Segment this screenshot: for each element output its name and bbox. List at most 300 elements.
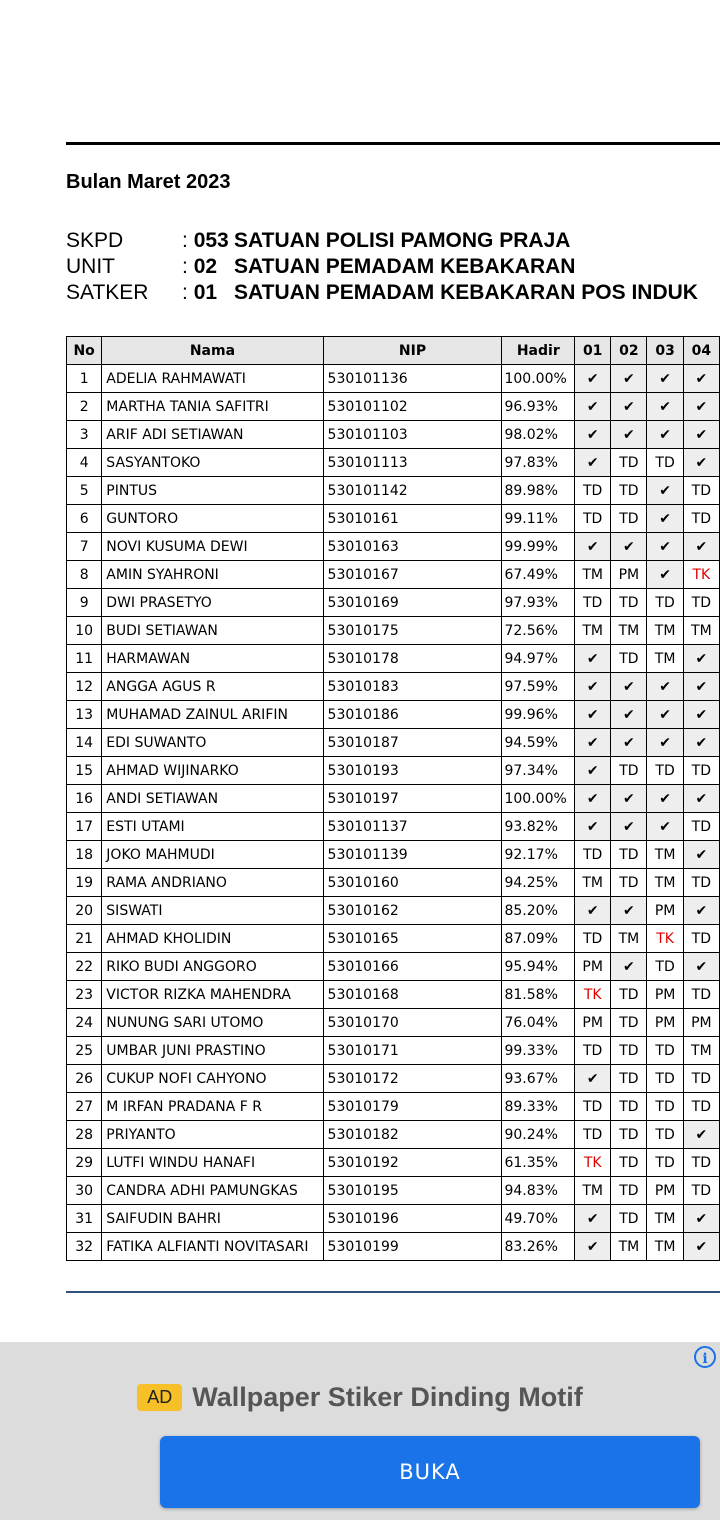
cell-nip: 53010192 xyxy=(323,1149,502,1177)
cell-day: TD xyxy=(611,757,647,785)
cell-hadir: 94.25% xyxy=(502,869,575,897)
cell-hadir: 99.11% xyxy=(502,505,575,533)
table-row xyxy=(67,1205,720,1233)
cell-nama: RAMA ANDRIANO xyxy=(102,869,323,897)
header-nama: Nama xyxy=(102,337,323,365)
info-code: : 01 xyxy=(182,281,218,304)
header-nip: NIP xyxy=(323,337,502,365)
cell-day: ✔ xyxy=(611,421,647,449)
cell-no: 7 xyxy=(67,533,102,561)
cell-day: PM xyxy=(683,1009,719,1037)
table-row xyxy=(67,1065,720,1093)
cell-hadir: 97.83% xyxy=(502,449,575,477)
cell-day: ✔ xyxy=(575,449,611,477)
cell-day: TM xyxy=(575,869,611,897)
cell-hadir: 99.99% xyxy=(502,533,575,561)
cell-nama: M IRFAN PRADANA F R xyxy=(102,1093,323,1121)
cell-hadir: 96.93% xyxy=(502,393,575,421)
ad-title-row xyxy=(0,1382,720,1413)
cell-day: TD xyxy=(575,477,611,505)
cell-nip: 530101136 xyxy=(323,365,502,393)
table-row xyxy=(67,561,720,589)
cell-day: ✔ xyxy=(683,1205,719,1233)
cell-day: ✔ xyxy=(575,701,611,729)
cell-nip: 53010160 xyxy=(323,869,502,897)
cell-day: TM xyxy=(611,1233,647,1261)
cell-day: PM xyxy=(611,561,647,589)
cell-day: ✔ xyxy=(575,645,611,673)
cell-no: 5 xyxy=(67,477,102,505)
cell-no: 13 xyxy=(67,701,102,729)
table-row xyxy=(67,813,720,841)
cell-no: 21 xyxy=(67,925,102,953)
cell-no: 12 xyxy=(67,673,102,701)
cell-nama: EDI SUWANTO xyxy=(102,729,323,757)
cell-nip: 530101102 xyxy=(323,393,502,421)
cell-day: PM xyxy=(647,981,683,1009)
cell-hadir: 97.34% xyxy=(502,757,575,785)
header-day: 02 xyxy=(611,337,647,365)
cell-day: TM xyxy=(647,617,683,645)
cell-day: ✔ xyxy=(647,561,683,589)
cell-no: 3 xyxy=(67,421,102,449)
cell-day: TD xyxy=(647,449,683,477)
cell-nip: 53010175 xyxy=(323,617,502,645)
cell-nip: 530101142 xyxy=(323,477,502,505)
cell-day: ✔ xyxy=(611,365,647,393)
cell-day: ✔ xyxy=(575,365,611,393)
cell-day: ✔ xyxy=(611,533,647,561)
cell-hadir: 93.67% xyxy=(502,1065,575,1093)
cell-day: ✔ xyxy=(575,421,611,449)
cell-day: TM xyxy=(647,841,683,869)
cell-hadir: 89.98% xyxy=(502,477,575,505)
cell-day: TD xyxy=(611,1177,647,1205)
cell-nama: ADELIA RAHMAWATI xyxy=(102,365,323,393)
table-row xyxy=(67,393,720,421)
cell-nama: SISWATI xyxy=(102,897,323,925)
cell-day: ✔ xyxy=(647,813,683,841)
cell-day: TD xyxy=(647,1065,683,1093)
attendance-table-viewport[interactable] xyxy=(66,336,720,1255)
cell-hadir: 94.83% xyxy=(502,1177,575,1205)
cell-day: PM xyxy=(647,1177,683,1205)
cell-nip: 53010187 xyxy=(323,729,502,757)
table-row xyxy=(67,1149,720,1177)
cell-nip: 53010168 xyxy=(323,981,502,1009)
cell-day: TD xyxy=(647,1149,683,1177)
cell-no: 17 xyxy=(67,813,102,841)
cell-day: TK xyxy=(575,981,611,1009)
org-info xyxy=(66,228,698,306)
cell-nama: AMIN SYAHRONI xyxy=(102,561,323,589)
cell-day: ✔ xyxy=(647,673,683,701)
info-name: SATUAN PEMADAM KEBAKARAN POS INDUK xyxy=(234,281,698,304)
cell-nip: 53010170 xyxy=(323,1009,502,1037)
cell-day: PM xyxy=(647,1009,683,1037)
cell-day: PM xyxy=(647,897,683,925)
header-no: No xyxy=(67,337,102,365)
cell-nama: VICTOR RIZKA MAHENDRA xyxy=(102,981,323,1009)
ad-badge: AD xyxy=(137,1384,182,1411)
cell-day: TD xyxy=(611,1037,647,1065)
cell-day: ✔ xyxy=(611,701,647,729)
cell-day: ✔ xyxy=(611,729,647,757)
cell-no: 32 xyxy=(67,1233,102,1261)
info-label: UNIT xyxy=(66,255,115,278)
cell-day: TD xyxy=(575,841,611,869)
cell-nama: AHMAD WIJINARKO xyxy=(102,757,323,785)
cell-day: ✔ xyxy=(683,673,719,701)
cell-nama: JOKO MAHMUDI xyxy=(102,841,323,869)
cell-nama: AHMAD KHOLIDIN xyxy=(102,925,323,953)
cell-hadir: 85.20% xyxy=(502,897,575,925)
attendance-table xyxy=(66,336,720,1261)
cell-day: TD xyxy=(611,477,647,505)
cell-no: 19 xyxy=(67,869,102,897)
cell-no: 26 xyxy=(67,1065,102,1093)
cell-day: ✔ xyxy=(575,897,611,925)
cell-nama: CANDRA ADHI PAMUNGKAS xyxy=(102,1177,323,1205)
cell-nip: 53010166 xyxy=(323,953,502,981)
cell-day: TK xyxy=(575,1149,611,1177)
cell-hadir: 100.00% xyxy=(502,365,575,393)
open-ad-button[interactable]: BUKA xyxy=(160,1436,700,1508)
cell-day: TD xyxy=(647,1093,683,1121)
cell-day: ✔ xyxy=(647,421,683,449)
cell-day: TD xyxy=(683,981,719,1009)
header-hadir: Hadir xyxy=(502,337,575,365)
cell-day: ✔ xyxy=(683,645,719,673)
cell-hadir: 93.82% xyxy=(502,813,575,841)
cell-nip: 53010163 xyxy=(323,533,502,561)
cell-day: ✔ xyxy=(683,953,719,981)
cell-day: ✔ xyxy=(611,785,647,813)
cell-day: ✔ xyxy=(647,365,683,393)
cell-day: TM xyxy=(575,617,611,645)
cell-nama: UMBAR JUNI PRASTINO xyxy=(102,1037,323,1065)
cell-day: TD xyxy=(575,505,611,533)
cell-day: ✔ xyxy=(683,1121,719,1149)
cell-day: TD xyxy=(683,925,719,953)
table-row xyxy=(67,1233,720,1261)
cell-no: 10 xyxy=(67,617,102,645)
cell-hadir: 83.26% xyxy=(502,1233,575,1261)
cell-nip: 530101113 xyxy=(323,449,502,477)
cell-nama: PRIYANTO xyxy=(102,1121,323,1149)
cell-nama: ANDI SETIAWAN xyxy=(102,785,323,813)
cell-day: TD xyxy=(683,477,719,505)
cell-day: ✔ xyxy=(575,813,611,841)
ad-title[interactable]: Wallpaper Stiker Dinding Motif xyxy=(192,1382,583,1412)
cell-nip: 53010165 xyxy=(323,925,502,953)
info-row-unit xyxy=(66,254,698,280)
cell-day: TD xyxy=(683,1177,719,1205)
cell-day: ✔ xyxy=(611,953,647,981)
cell-hadir: 99.33% xyxy=(502,1037,575,1065)
cell-nip: 53010162 xyxy=(323,897,502,925)
table-row xyxy=(67,673,720,701)
table-row xyxy=(67,757,720,785)
cell-day: TD xyxy=(611,505,647,533)
cell-day: TD xyxy=(683,1149,719,1177)
cell-no: 8 xyxy=(67,561,102,589)
cell-day: TM xyxy=(647,645,683,673)
cell-nama: LUTFI WINDU HANAFI xyxy=(102,1149,323,1177)
cell-day: TD xyxy=(647,757,683,785)
cell-hadir: 61.35% xyxy=(502,1149,575,1177)
cell-day: TM xyxy=(575,1177,611,1205)
cell-day: TD xyxy=(611,869,647,897)
table-row xyxy=(67,1177,720,1205)
cell-nip: 530101137 xyxy=(323,813,502,841)
cell-day: ✔ xyxy=(647,533,683,561)
cell-day: TD xyxy=(611,1065,647,1093)
cell-day: TD xyxy=(611,841,647,869)
table-row xyxy=(67,981,720,1009)
cell-hadir: 97.93% xyxy=(502,589,575,617)
table-row xyxy=(67,505,720,533)
cell-no: 29 xyxy=(67,1149,102,1177)
cell-day: ✔ xyxy=(683,897,719,925)
cell-nama: GUNTORO xyxy=(102,505,323,533)
cell-nama: SAIFUDIN BAHRI xyxy=(102,1205,323,1233)
cell-nip: 53010179 xyxy=(323,1093,502,1121)
cell-day: ✔ xyxy=(575,673,611,701)
cell-day: TM xyxy=(611,617,647,645)
table-row xyxy=(67,449,720,477)
cell-day: TM xyxy=(647,1205,683,1233)
cell-day: TM xyxy=(683,617,719,645)
cell-no: 2 xyxy=(67,393,102,421)
cell-day: TD xyxy=(611,1149,647,1177)
cell-nama: MARTHA TANIA SAFITRI xyxy=(102,393,323,421)
cell-day: TD xyxy=(647,589,683,617)
cell-no: 20 xyxy=(67,897,102,925)
cell-nama: RIKO BUDI ANGGORO xyxy=(102,953,323,981)
cell-nama: BUDI SETIAWAN xyxy=(102,617,323,645)
cell-nama: ESTI UTAMI xyxy=(102,813,323,841)
info-label: SKPD xyxy=(66,229,124,252)
cell-nama: PINTUS xyxy=(102,477,323,505)
cell-day: ✔ xyxy=(683,421,719,449)
table-row xyxy=(67,869,720,897)
cell-day: TD xyxy=(611,449,647,477)
cell-hadir: 100.00% xyxy=(502,785,575,813)
cell-day: ✔ xyxy=(575,393,611,421)
cell-day: ✔ xyxy=(683,449,719,477)
cell-day: ✔ xyxy=(647,393,683,421)
cell-day: TD xyxy=(683,505,719,533)
cell-day: ✔ xyxy=(683,729,719,757)
cell-day: ✔ xyxy=(683,393,719,421)
cell-nip: 53010178 xyxy=(323,645,502,673)
table-row xyxy=(67,617,720,645)
bottom-divider xyxy=(66,1291,720,1293)
cell-day: TM xyxy=(647,869,683,897)
table-row xyxy=(67,785,720,813)
cell-day: TD xyxy=(611,1205,647,1233)
cell-nip: 530101139 xyxy=(323,841,502,869)
table-row xyxy=(67,1121,720,1149)
cell-no: 4 xyxy=(67,449,102,477)
cell-nip: 53010183 xyxy=(323,673,502,701)
cell-day: TD xyxy=(647,1037,683,1065)
cell-hadir: 98.02% xyxy=(502,421,575,449)
table-row xyxy=(67,365,720,393)
cell-day: ✔ xyxy=(611,673,647,701)
cell-day: TD xyxy=(575,1093,611,1121)
cell-nama: MUHAMAD ZAINUL ARIFIN xyxy=(102,701,323,729)
cell-no: 23 xyxy=(67,981,102,1009)
cell-nip: 530101103 xyxy=(323,421,502,449)
ad-banner[interactable] xyxy=(0,1342,720,1520)
cell-no: 11 xyxy=(67,645,102,673)
cell-day: TM xyxy=(683,1037,719,1065)
cell-no: 1 xyxy=(67,365,102,393)
table-row xyxy=(67,589,720,617)
cell-day: TD xyxy=(575,925,611,953)
cell-hadir: 87.09% xyxy=(502,925,575,953)
cell-day: TD xyxy=(611,645,647,673)
cell-hadir: 89.33% xyxy=(502,1093,575,1121)
cell-nama: FATIKA ALFIANTI NOVITASARI xyxy=(102,1233,323,1261)
cell-hadir: 76.04% xyxy=(502,1009,575,1037)
cell-day: TD xyxy=(647,1121,683,1149)
cell-nama: NOVI KUSUMA DEWI xyxy=(102,533,323,561)
cell-nama: DWI PRASETYO xyxy=(102,589,323,617)
info-name: SATUAN POLISI PAMONG PRAJA xyxy=(234,229,571,252)
cell-day: ✔ xyxy=(683,533,719,561)
cell-hadir: 67.49% xyxy=(502,561,575,589)
cell-no: 9 xyxy=(67,589,102,617)
cell-nip: 53010193 xyxy=(323,757,502,785)
table-row xyxy=(67,1093,720,1121)
cell-no: 31 xyxy=(67,1205,102,1233)
cell-day: TD xyxy=(611,589,647,617)
cell-no: 6 xyxy=(67,505,102,533)
cell-day: ✔ xyxy=(683,365,719,393)
cell-nama: SASYANTOKO xyxy=(102,449,323,477)
info-row-satker xyxy=(66,280,698,306)
cell-day: ✔ xyxy=(611,393,647,421)
cell-day: ✔ xyxy=(575,1205,611,1233)
cell-day: TD xyxy=(683,1065,719,1093)
info-code: : 053 xyxy=(182,229,229,252)
cell-hadir: 90.24% xyxy=(502,1121,575,1149)
cell-nama: CUKUP NOFI CAHYONO xyxy=(102,1065,323,1093)
cell-day: ✔ xyxy=(683,701,719,729)
table-row xyxy=(67,953,720,981)
cell-day: TM xyxy=(575,561,611,589)
top-divider xyxy=(66,142,720,145)
table-row xyxy=(67,897,720,925)
cell-hadir: 94.97% xyxy=(502,645,575,673)
cell-day: ✔ xyxy=(647,701,683,729)
header-day: 04 xyxy=(683,337,719,365)
cell-hadir: 97.59% xyxy=(502,673,575,701)
cell-day: TD xyxy=(683,757,719,785)
cell-day: TD xyxy=(611,981,647,1009)
cell-day: TD xyxy=(611,1009,647,1037)
cell-nip: 53010161 xyxy=(323,505,502,533)
cell-nip: 53010167 xyxy=(323,561,502,589)
cell-hadir: 49.70% xyxy=(502,1205,575,1233)
cell-day: TK xyxy=(683,561,719,589)
info-name: SATUAN PEMADAM KEBAKARAN xyxy=(234,255,576,278)
table-row xyxy=(67,841,720,869)
cell-nip: 53010199 xyxy=(323,1233,502,1261)
cell-hadir: 81.58% xyxy=(502,981,575,1009)
info-icon[interactable]: i xyxy=(694,1346,716,1368)
cell-no: 27 xyxy=(67,1093,102,1121)
cell-hadir: 72.56% xyxy=(502,617,575,645)
header-day: 03 xyxy=(647,337,683,365)
cell-nip: 53010172 xyxy=(323,1065,502,1093)
cell-no: 24 xyxy=(67,1009,102,1037)
cell-no: 18 xyxy=(67,841,102,869)
cell-nip: 53010169 xyxy=(323,589,502,617)
header-day: 01 xyxy=(575,337,611,365)
table-row xyxy=(67,701,720,729)
table-row xyxy=(67,645,720,673)
cell-nip: 53010196 xyxy=(323,1205,502,1233)
cell-nip: 53010197 xyxy=(323,785,502,813)
cell-day: ✔ xyxy=(611,813,647,841)
cell-no: 22 xyxy=(67,953,102,981)
cell-day: ✔ xyxy=(611,897,647,925)
cell-no: 14 xyxy=(67,729,102,757)
cell-day: ✔ xyxy=(575,785,611,813)
cell-nama: ANGGA AGUS R xyxy=(102,673,323,701)
cell-day: ✔ xyxy=(683,1233,719,1261)
cell-hadir: 99.96% xyxy=(502,701,575,729)
cell-day: TD xyxy=(683,813,719,841)
cell-nip: 53010182 xyxy=(323,1121,502,1149)
cell-day: ✔ xyxy=(575,533,611,561)
cell-day: ✔ xyxy=(575,1065,611,1093)
cell-day: TM xyxy=(611,925,647,953)
cell-day: TD xyxy=(575,589,611,617)
info-row-skpd xyxy=(66,228,698,254)
cell-no: 28 xyxy=(67,1121,102,1149)
cell-day: TD xyxy=(683,1093,719,1121)
cell-day: ✔ xyxy=(575,729,611,757)
cell-day: ✔ xyxy=(647,505,683,533)
cell-nip: 53010195 xyxy=(323,1177,502,1205)
cell-day: ✔ xyxy=(683,785,719,813)
cell-no: 15 xyxy=(67,757,102,785)
info-label: SATKER xyxy=(66,281,149,304)
cell-day: TK xyxy=(647,925,683,953)
table-row xyxy=(67,925,720,953)
cell-nama: HARMAWAN xyxy=(102,645,323,673)
cell-day: ✔ xyxy=(647,729,683,757)
table-row xyxy=(67,729,720,757)
cell-day: TD xyxy=(611,1121,647,1149)
cell-day: TD xyxy=(683,589,719,617)
cell-hadir: 94.59% xyxy=(502,729,575,757)
table-header-row xyxy=(67,337,720,365)
cell-day: TD xyxy=(647,953,683,981)
cell-hadir: 95.94% xyxy=(502,953,575,981)
cell-nama: ARIF ADI SETIAWAN xyxy=(102,421,323,449)
report-period: Bulan Maret 2023 xyxy=(66,171,231,193)
table-row xyxy=(67,1009,720,1037)
cell-day: ✔ xyxy=(647,477,683,505)
cell-no: 16 xyxy=(67,785,102,813)
cell-day: TD xyxy=(575,1037,611,1065)
